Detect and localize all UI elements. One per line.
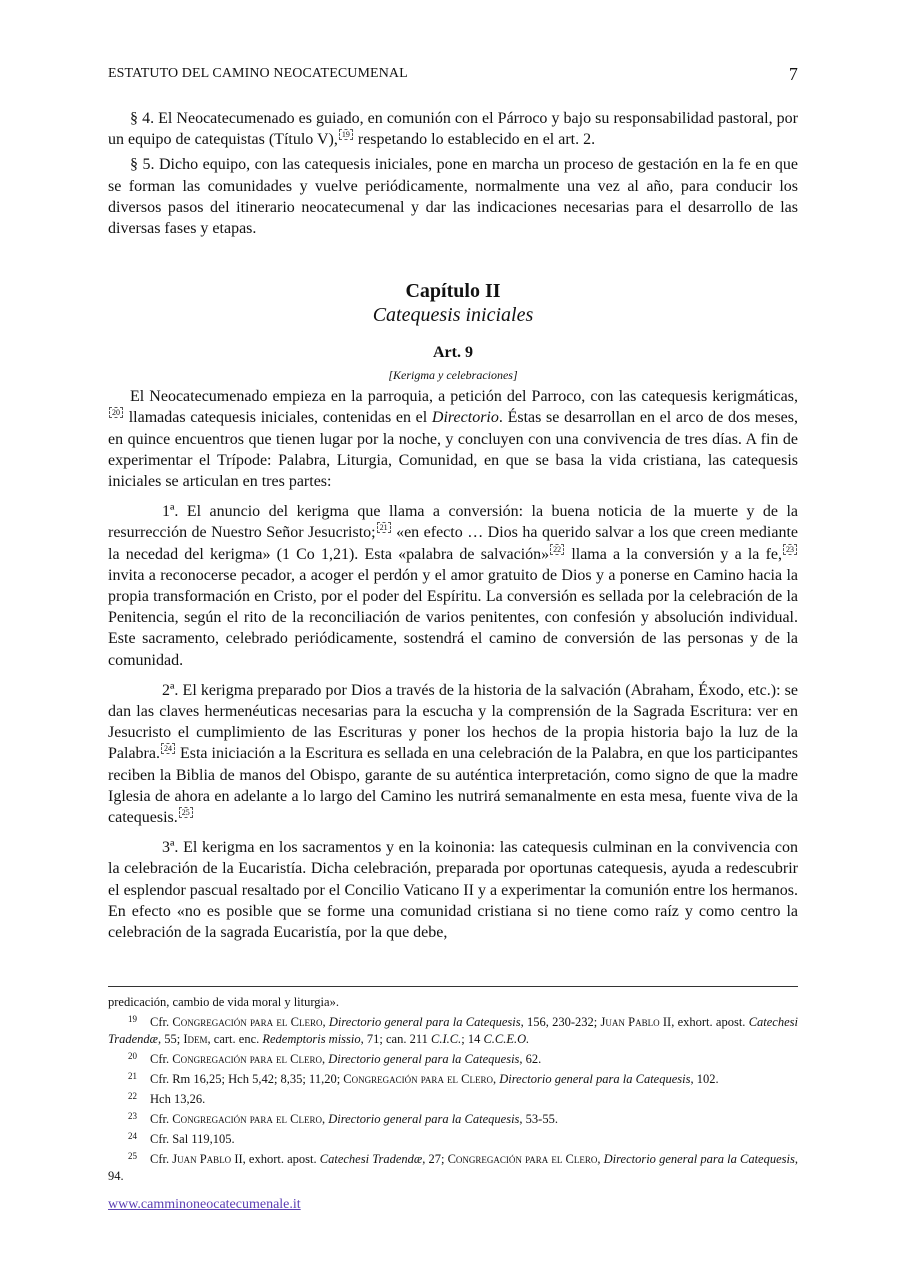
footnote-ref-25[interactable]: 25	[179, 807, 193, 818]
footnote-ref-20[interactable]: 20	[109, 407, 123, 418]
main-text	[108, 108, 798, 943]
item-3-number: 3ª.	[162, 839, 179, 857]
footnote-23: 23 Cfr. Congregación para el Clero, Directorio general para la Catequesis, 53-55.	[128, 1111, 558, 1126]
article-subtitle: [Kerigma y celebraciones]	[388, 368, 518, 383]
header-title: ESTATUTO DEL CAMINO NEOCATECUMENAL	[108, 66, 408, 81]
footnote-22: 22 Hch 13,26.	[128, 1091, 206, 1106]
item-2-number: 2ª.	[162, 681, 179, 699]
article-title: Art. 9	[433, 344, 473, 362]
item-1-paragraph: 1ª. El anuncio del kerigma que llama a conversión: la buena noticia de la muerte y de la resurrección de Nuestro Señor Jesucristo; 21 «en efecto … Dios ha querido salvar a los que creen mediante la necedad del kerigma» (1 Co 1,21). Esta «palabra de salvación» 22 llama a la conversión y a la fe, 23 invita a reconocerse pecador, a acoger el perdón y el amor gratuito de Dios y a ponerse en Camino hacia la propia transformación en Cristo, por el poder del Espíritu. La conversión es sellada por la celebración de la Penitencia, según el rito de la reconciliación de varios penitentes, con confesión y absolución individual. Este sacramento, celebrado periódicamente, sostendrá el camino de conversión de las personas y de la comunidad.	[108, 503, 798, 669]
article-intro-paragraph: El Neocatecumenado empieza en la parroquia, a petición del Parroco, con las catequesis kerigmáticas,20 llamadas catequesis iniciales, contenidas en el Directorio. Éstas se desarrollan en el arco de dos meses, en quince encuentros que tienen lugar por la noche, y concluyen con una convivencia de tres días. A fin de experimentar el Trípode: Palabra, Liturgia, Comunidad, en que se basa la vida cristiana, las catequesis iniciales se articulan en tres partes:	[108, 388, 798, 491]
chapter-subtitle: Catequesis iniciales	[372, 304, 534, 327]
footnote-ref-24[interactable]: 24	[161, 743, 175, 754]
running-header	[108, 64, 798, 86]
item-1-number: 1ª.	[162, 503, 179, 521]
footnote-separator	[108, 986, 798, 987]
footnote-19: 19 Cfr. Congregación para el Clero, Directorio general para la Catequesis, 156, 230-232; Juan Pablo II, exhort. apost. Catechesi Tradendæ, 55; Idem, cart. enc. Redemptoris missio, 71; can. 211 C.I.C.; 14 C.C.E.O.	[108, 1014, 798, 1046]
chapter-title: Capítulo II	[405, 280, 501, 303]
item-2-paragraph: 2ª. El kerigma preparado por Dios a través de la historia de la salvación (Abraham, Éxodo, etc.): se dan las claves hermenéuticas necesarias para la escucha y la comprensión de la Sagrada Escritura: ver en Jesucristo el cumplimiento de las Escrituras y poner los hechos de la propia historia bajo la luz de la Palabra. 24 Esta iniciación a la Escritura es sellada en una celebración de la Palabra, en que los participantes reciben la Biblia de manos del Obispo, garante de su auténtica interpretación, como signo de que la madre Iglesia de ahora en adelante a lo largo del Camino les nutrirá semanalmente en esta mesa, fuente viva de la catequesis. 25	[108, 681, 798, 827]
footnote-ref-19[interactable]: 19	[339, 129, 353, 140]
footnotes	[108, 994, 798, 1185]
footnote-ref-23[interactable]: 23	[783, 544, 797, 555]
footnote-21: 21 Cfr. Rm 16,25; Hch 5,42; 8,35; 11,20; Congregación para el Clero, Directorio general para la Catequesis, 102.	[128, 1071, 719, 1086]
footnote-continuation: predicación, cambio de vida moral y liturgia».	[108, 995, 339, 1009]
paragraph-4: § 4. El Neocatecumenado es guiado, en comunión con el Párroco y bajo su responsabilidad pastoral, por un equipo de catequistas (Título V), 19 respetando lo establecido en el art. 2.	[108, 110, 798, 149]
footnote-ref-22[interactable]: 22	[550, 544, 564, 555]
footer-website-link[interactable]: www.camminoneocatecumenale.it	[108, 1197, 301, 1212]
footnote-ref-21[interactable]: 21	[377, 522, 391, 533]
footnote-25: 25 Cfr. Juan Pablo II, exhort. apost. Catechesi Tradendæ, 27; Congregación para el Clero, Directorio general para la Catequesis, 94.	[108, 1151, 798, 1183]
page-number: 7	[788, 64, 798, 84]
paragraph-5: § 5. Dicho equipo, con las catequesis iniciales, pone en marcha un proceso de gestación en la fe en que se forman las comunidades y vuelve periódicamente, normalmente una vez al año, para conducir los diversos pasos del itinerario neocatecumenal y dar las indicaciones necesarias para el desarrollo de las diversas fases y etapas.	[108, 156, 798, 238]
footnote-20: 20 Cfr. Congregación para el Clero, Directorio general para la Catequesis, 62.	[128, 1051, 542, 1066]
footnote-24: 24 Cfr. Sal 119,105.	[128, 1131, 235, 1146]
item-3-paragraph: 3ª. El kerigma en los sacramentos y en la koinonia: las catequesis culminan en la convivencia con la celebración de la Eucaristía. Dicha celebración, preparada por oportunas catequesis, ayuda a redescubrir el esplendor pascual resaltado por el Concilio Vaticano II y a experimentar la comunión entre los hermanos. En efecto «no es posible que se forme una comunidad cristiana si no tiene como raíz y como centro la celebración de la sagrada Eucaristía, por la que debe,	[108, 839, 798, 942]
